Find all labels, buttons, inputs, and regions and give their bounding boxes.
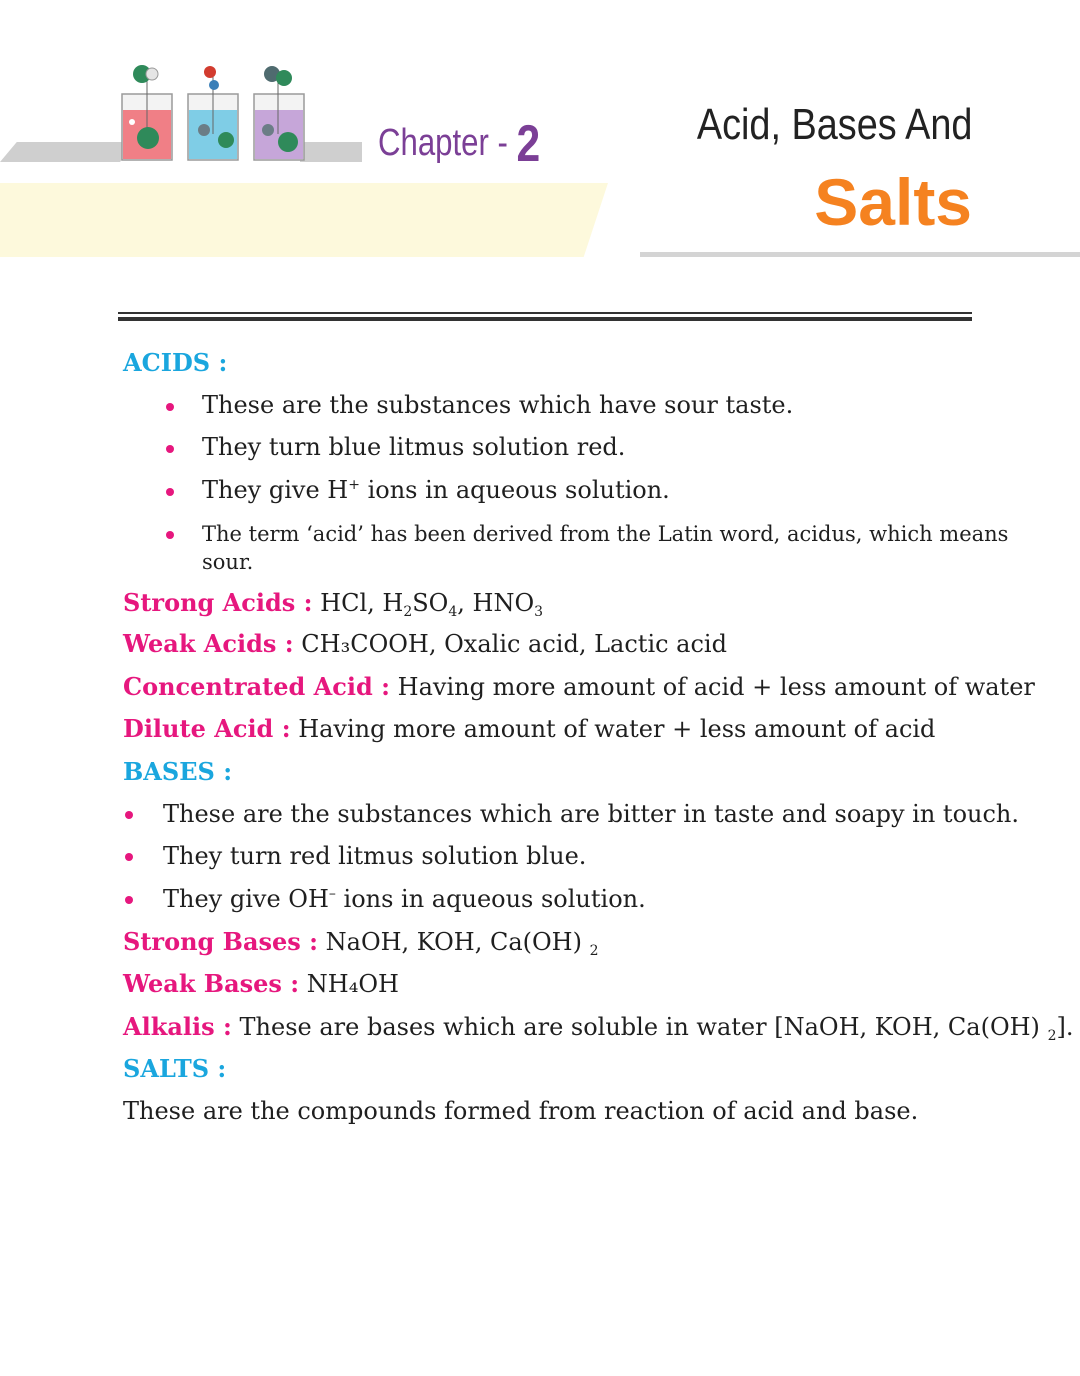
strong-acids-value: SO (412, 589, 449, 617)
strong-acids-label: Strong Acids : (123, 588, 313, 617)
decorative-bar (300, 142, 362, 162)
acids-bullet-3 (202, 475, 670, 505)
beakers-illustration (118, 52, 308, 174)
alkalis-value-end: ]. (1056, 1013, 1074, 1041)
strong-bases-value: NaOH, KOH, Ca(OH) (318, 928, 590, 956)
bases-bullet-2: They turn red litmus solution blue. (163, 842, 587, 870)
chapter-label (378, 112, 541, 173)
bullet-dot (166, 445, 174, 453)
chapter-number: 2 (516, 115, 541, 173)
alkalis-line (123, 1012, 1073, 1042)
bullet-dot (166, 403, 174, 411)
acids-bullet-3-text: They give H (202, 476, 349, 504)
strong-bases-line (123, 927, 599, 957)
acids-bullet-2: They turn blue litmus solution red. (202, 433, 626, 461)
dilute-acid-line (123, 714, 935, 744)
superscript-charge: – (328, 886, 336, 902)
bases-bullet-1: These are the substances which are bitter in taste and soapy in touch. (163, 800, 1019, 828)
subscript: 4 (448, 604, 458, 620)
strong-acids-value: HCl, H (312, 589, 404, 617)
bullet-dot (125, 896, 133, 904)
weak-acids-label: Weak Acids : (123, 629, 294, 658)
decorative-band (0, 183, 608, 257)
salts-definition: These are the compounds formed from reaction of acid and base. (123, 1097, 919, 1125)
bases-heading: BASES : (123, 757, 233, 786)
bullet-dot (166, 531, 174, 539)
bases-bullet-3-text: They give OH (163, 885, 329, 913)
weak-acids-line (123, 629, 727, 659)
weak-bases-label: Weak Bases : (123, 969, 300, 998)
subscript: 2 (403, 604, 413, 620)
acids-bullet-4-cont: sour. (202, 550, 254, 574)
decorative-bar (0, 142, 137, 162)
beaker-base (188, 66, 238, 160)
decorative-underline (640, 252, 1080, 257)
weak-acids-value: CH₃COOH, Oxalic acid, Lactic acid (293, 630, 727, 658)
weak-bases-value: NH₄OH (299, 970, 399, 998)
bullet-dot (125, 853, 133, 861)
acids-heading: ACIDS : (123, 348, 228, 377)
bullet-dot (125, 811, 133, 819)
chapter-title-line1: Acid, Bases And (696, 100, 972, 149)
superscript-charge: + (348, 477, 360, 493)
dilute-acid-value: Having more amount of water + less amount of acid (290, 715, 936, 743)
concentrated-acid-value: Having more amount of acid + less amount of water (390, 673, 1035, 701)
salts-heading: SALTS : (123, 1054, 227, 1083)
dilute-acid-label: Dilute Acid : (123, 714, 291, 743)
strong-acids-value: , HNO (457, 589, 535, 617)
concentrated-acid-line (123, 672, 1035, 702)
weak-bases-line (123, 969, 399, 999)
alkalis-value: These are bases which are soluble in water [NaOH, KOH, Ca(OH) (231, 1013, 1048, 1041)
acids-bullet-3-rest: ions in aqueous solution. (359, 476, 670, 504)
strong-bases-label: Strong Bases : (123, 927, 318, 956)
divider-rule (118, 312, 972, 314)
divider-rule (118, 317, 972, 321)
beaker-acid (122, 65, 172, 160)
strong-acids-line (123, 588, 543, 618)
bases-bullet-3 (163, 884, 646, 914)
chapter-header (0, 0, 1080, 280)
alkalis-label: Alkalis : (123, 1012, 232, 1041)
subscript: 3 (534, 604, 544, 620)
bases-bullet-3-rest: ions in aqueous solution. (335, 885, 646, 913)
bullet-dot (166, 488, 174, 496)
acids-bullet-1: These are the substances which have sour taste. (202, 391, 794, 419)
subscript: 2 (589, 943, 599, 959)
subscript: 2 (1047, 1028, 1057, 1044)
chapter-text: Chapter - (378, 122, 508, 164)
acids-bullet-4: The term ‘acid’ has been derived from the Latin word, acidus, which means (202, 522, 1009, 546)
chapter-title-line2: Salts (814, 165, 972, 239)
concentrated-acid-label: Concentrated Acid : (123, 672, 391, 701)
beaker-salt (254, 66, 304, 160)
